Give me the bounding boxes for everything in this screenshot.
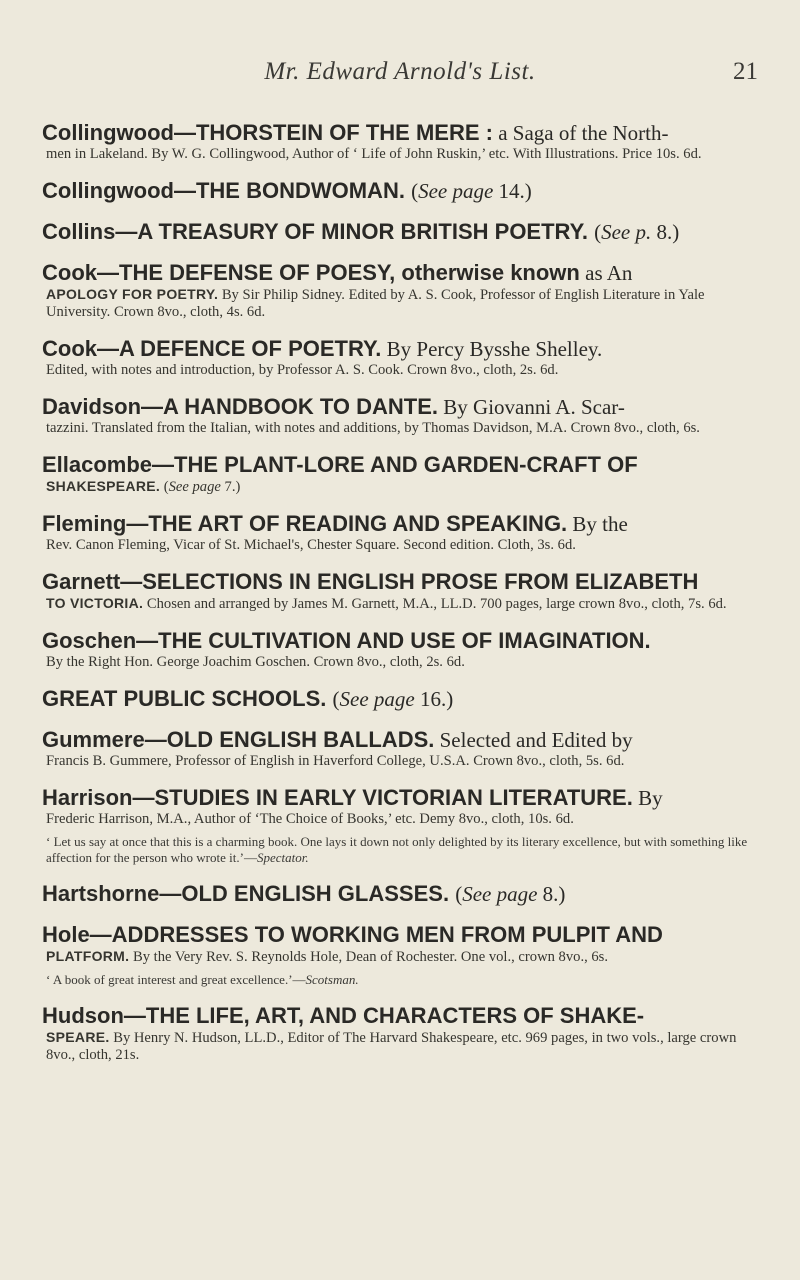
heading-continuation: TO VICTORIA. [46,595,144,611]
description-text: By Sir Philip Sidney. Edited by A. S. Cook, Professor of English Literature in Yale University. Crown 8vo., cloth, 4s. 6d. [46,287,705,320]
entry-heading [42,727,764,753]
entry-heading [42,394,764,420]
entry-hudson-shakespeare [42,1003,764,1064]
entry-heading [42,785,764,811]
entry-collingwood-bondwoman [42,178,764,204]
ref-open: ( [332,687,340,711]
heading-text: Hole—ADDRESSES TO WORKING MEN FROM PULPIT AND [42,922,663,947]
review-quote [46,972,764,988]
entry-heading [42,178,764,204]
ref-open: ( [160,479,169,495]
running-head [0,58,800,88]
entry-heading [42,922,764,948]
heading-text: Cook—A DEFENCE OF POETRY. [42,336,382,361]
ref-page: 8.) [651,220,680,244]
entry-cook-defense-of-poesy [42,260,764,321]
entry-description: Francis B. Gummere, Professor of English in Haverford College, U.S.A. Crown 8vo., cloth, 5s. 6d. [46,753,625,769]
heading-trail: Selected and Edited by [434,728,633,752]
ref-italic: See page [418,179,494,203]
heading-text: Goschen—THE CULTIVATION AND USE OF IMAGINATION. [42,628,651,653]
quote-text: ‘ Let us say at once that this is a charming book. One lays it down not only delighted by its literary excellence, but with something like affection for the person who wrote it.’— [46,834,748,865]
page-number: 21 [733,58,758,85]
ref-open: ( [594,220,602,244]
ref-italic: See page [339,687,415,711]
entry-heading [42,569,764,595]
entry-collingwood-thorstein [42,120,764,163]
entry-heading [42,260,764,286]
entry-description [46,286,764,321]
quote-source: Spectator. [256,850,309,865]
entry-heading [42,881,764,907]
heading-text: Hudson—THE LIFE, ART, AND CHARACTERS OF SHAKE- [42,1003,645,1028]
ref-page: 14.) [493,179,532,203]
description-text: Chosen and arranged by James M. Garnett, M.A., LL.D. 700 pages, large crown 8vo., cloth, 7s. 6d. [143,596,727,612]
heading-trail: By the [567,512,628,536]
entry-goschen-imagination [42,628,764,671]
entry-heading [42,336,764,362]
see-page-reference [594,220,679,244]
heading-continuation: PLATFORM. [46,948,130,964]
entry-heading [42,219,764,245]
heading-text: Collingwood—THE BONDWOMAN. [42,178,405,203]
ref-open: ( [455,882,463,906]
entry-description: By the Right Hon. George Joachim Goschen. Crown 8vo., cloth, 2s. 6d. [46,654,465,670]
heading-trail: a Saga of the North- [492,121,669,145]
ref-open: ( [411,179,419,203]
heading-continuation: APOLOGY FOR POETRY. [46,286,219,302]
see-page-reference [411,179,532,203]
heading-text: GREAT PUBLIC SCHOOLS. [42,686,327,711]
entry-description: men in Lakeland. By W. G. Collingwood, Author of ‘ Life of John Ruskin,’ etc. With Illustrations. Price 10s. 6d. [46,146,702,162]
heading-text: Collins—A TREASURY OF MINOR BRITISH POETRY. [42,219,588,244]
ref-italic: See page [168,479,221,495]
entry-description: Rev. Canon Fleming, Vicar of St. Michael's, Chester Square. Second edition. Cloth, 3s. 6d. [46,537,576,553]
entry-gummere-ballads [42,727,764,770]
heading-trail: By Percy Bysshe Shelley. [381,337,603,361]
entry-davidson-dante [42,394,764,437]
entry-collins-treasury [42,219,764,245]
ref-page: 7.) [220,479,241,495]
quote-text: ‘ A book of great interest and great excellence.’— [46,972,306,987]
heading-trail: as An [579,261,633,285]
heading-text: Davidson—A HANDBOOK TO DANTE. [42,394,439,419]
entry-heading [42,120,764,146]
entry-heading [42,511,764,537]
quote-source: Scotsman. [305,972,359,987]
heading-text: Collingwood—THORSTEIN OF THE MERE : [42,120,493,145]
entry-description [46,478,764,496]
entry-hartshorne-glasses [42,881,764,907]
heading-continuation: SHAKESPEARE. [46,478,161,494]
catalogue-entries [42,120,764,1079]
entry-description: Frederic Harrison, M.A., Author of ‘The Choice of Books,’ etc. Demy 8vo., cloth, 10s. 6d. [46,811,574,827]
entry-heading [42,452,764,478]
heading-text: Hartshorne—OLD ENGLISH GLASSES. [42,881,450,906]
entry-fleming-reading [42,511,764,554]
entry-description [46,595,764,613]
entry-heading [42,628,764,654]
see-page-reference [333,687,454,711]
entry-heading [42,1003,764,1029]
entry-heading [42,686,764,712]
entry-ellacombe-plant-lore [42,452,764,496]
entry-description: tazzini. Translated from the Italian, with notes and additions, by Thomas Davidson, M.A. Crown 8vo., cloth, 6s. [46,420,700,436]
heading-text: Cook—THE DEFENSE OF POESY, otherwise known [42,260,580,285]
heading-text: Harrison—STUDIES IN EARLY VICTORIAN LITERATURE. [42,785,633,810]
entry-great-public-schools [42,686,764,712]
see-page-reference [160,479,240,495]
entry-harrison-studies [42,785,764,866]
ref-italic: See p. [601,220,652,244]
ref-page: 8.) [537,882,566,906]
ref-italic: See page [462,882,538,906]
entry-garnett-selections [42,569,764,613]
running-title: Mr. Edward Arnold's List. [264,58,536,85]
entry-description [46,1029,764,1064]
see-page-reference [455,882,565,906]
entry-hole-addresses [42,922,764,988]
entry-cook-defence-of-poetry [42,336,764,379]
ref-page: 16.) [414,687,454,711]
heading-text: Garnett—SELECTIONS IN ENGLISH PROSE FROM ELIZABETH [42,569,699,594]
heading-trail: By [632,786,663,810]
description-text: By the Very Rev. S. Reynolds Hole, Dean of Rochester. One vol., crown 8vo., 6s. [129,949,609,965]
entry-description: Edited, with notes and introduction, by Professor A. S. Cook. Crown 8vo., cloth, 2s. 6d. [46,362,559,378]
heading-text: Gummere—OLD ENGLISH BALLADS. [42,727,435,752]
heading-text: Fleming—THE ART OF READING AND SPEAKING. [42,511,568,536]
entry-description [46,948,764,966]
heading-continuation: SPEARE. [46,1029,110,1045]
heading-text: Ellacombe—THE PLANT-LORE AND GARDEN-CRAFT OF [42,452,638,477]
description-text: By Henry N. Hudson, LL.D., Editor of The Harvard Shakespeare, etc. 969 pages, in two vols., large crown 8vo., cloth, 21s. [46,1030,737,1063]
review-quote [46,834,764,866]
heading-trail: By Giovanni A. Scar- [438,395,625,419]
